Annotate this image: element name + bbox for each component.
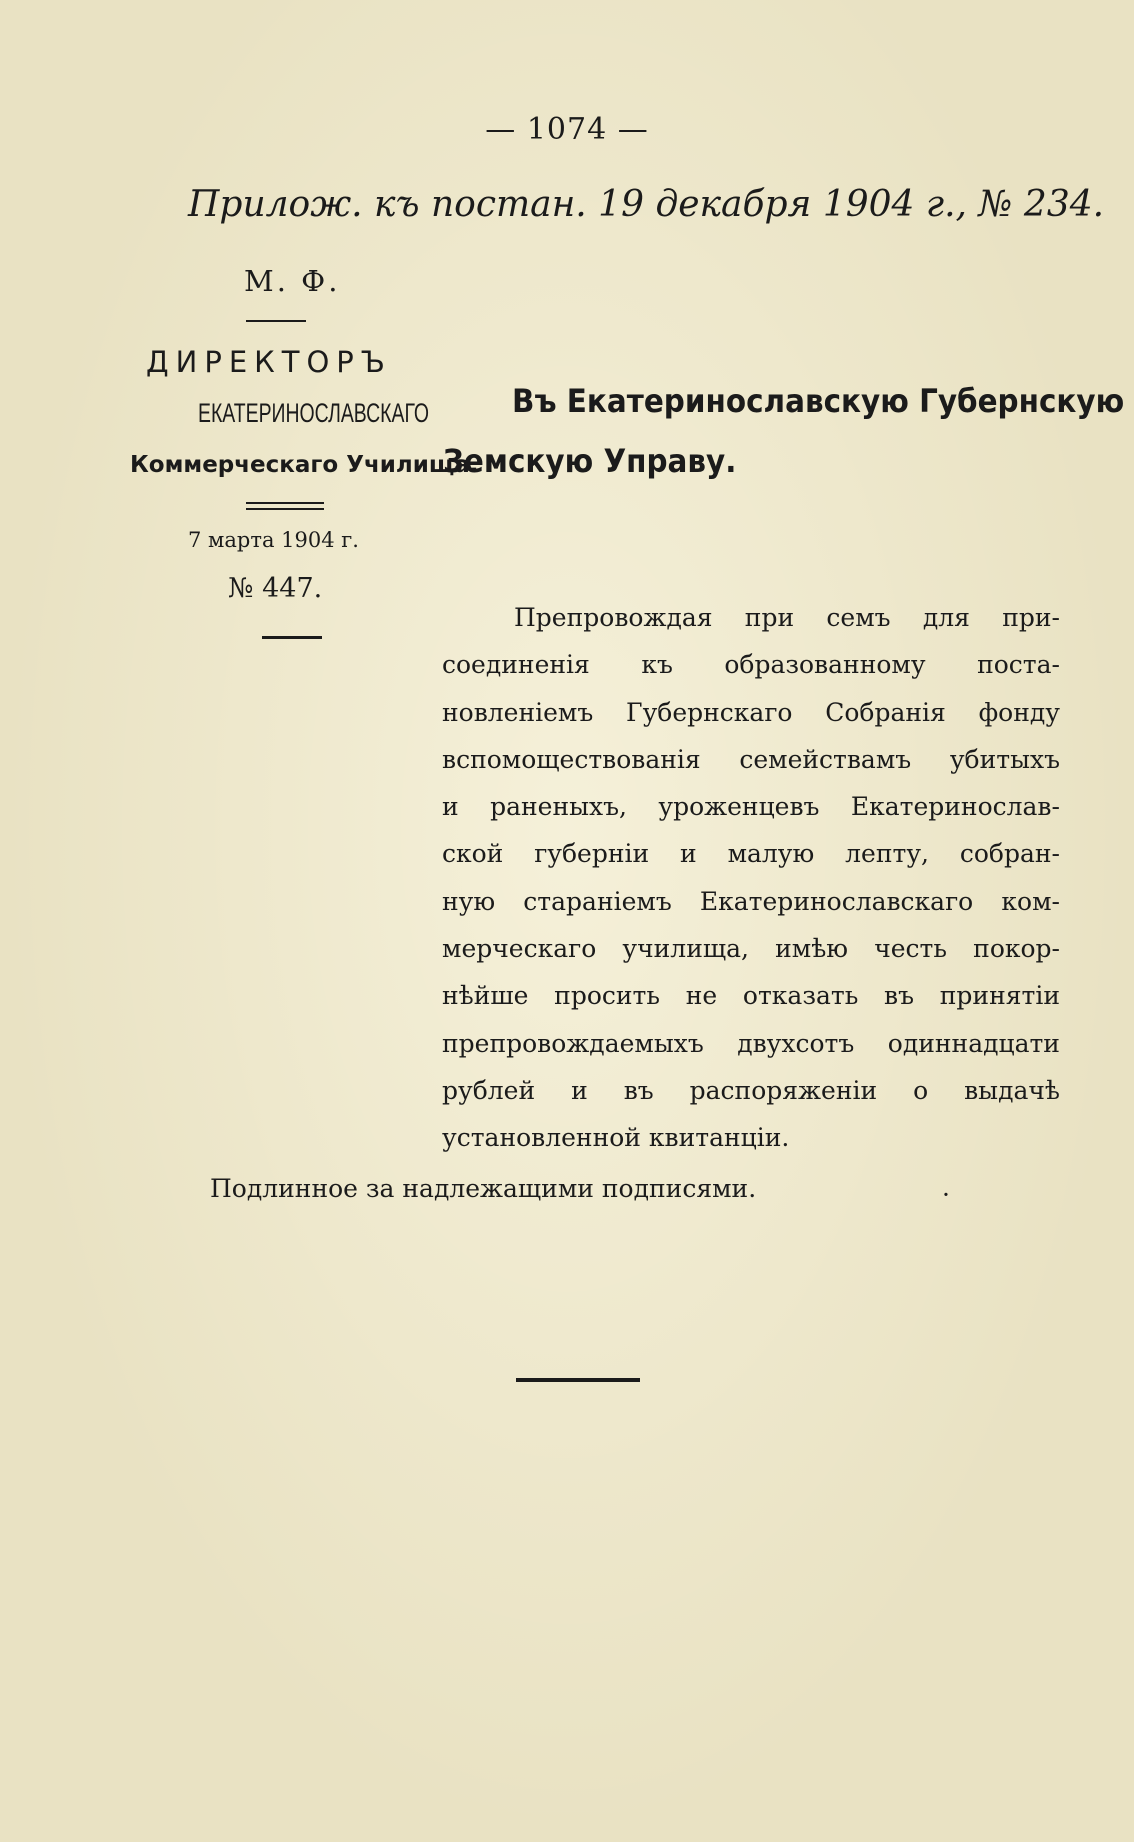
- closing-rule: [516, 1378, 640, 1382]
- sender-divider-top: [246, 502, 324, 504]
- trailing-mark: ·: [942, 1180, 950, 1209]
- body-line: ную стараніемъ Екатеринославскаго ком-: [442, 886, 1060, 916]
- letter-date: 7 марта 1904 г.: [188, 528, 359, 552]
- body-line: установленной квитанціи.: [442, 1123, 790, 1153]
- original-signatures-note: Подлинное за надлежащими подписями.: [210, 1174, 757, 1203]
- recipient-line-2: Земскую Управу.: [443, 442, 737, 480]
- body-line: Препровождая при семъ для при-: [514, 603, 1060, 632]
- number-underline: [262, 636, 322, 639]
- body-line: нѣйше просить не отказать въ принятіи: [442, 981, 1060, 1011]
- body-line: вспомоществованія семействамъ убитыхъ: [442, 744, 1060, 774]
- letter-body: [442, 594, 1060, 1162]
- attachment-reference: Прилож. къ постан. 19 декабря 1904 г., № 234.: [188, 184, 1105, 225]
- body-line: новленіемъ Губернскаго Собранія фонду: [442, 697, 1060, 727]
- sender-initials: М. Ф.: [244, 264, 341, 298]
- body-line: ской губерніи и малую лепту, собран-: [442, 839, 1060, 869]
- body-line: препровождаемыхъ двухсотъ одиннадцати: [442, 1028, 1060, 1058]
- body-line: соединенія къ образованному поста-: [442, 650, 1060, 680]
- body-line: и раненыхъ, уроженцевъ Екатеринослав-: [442, 792, 1060, 822]
- initials-divider: [246, 320, 306, 322]
- recipient-line-1: Въ Екатеринославскую Губернскую: [512, 382, 1125, 420]
- sender-divider-bottom: [246, 508, 324, 510]
- sender-school-type: Коммерческаго Училища.: [130, 452, 479, 478]
- sender-title: ДИРЕКТОРЪ: [146, 345, 392, 379]
- sender-school-name: ЕКАТЕРИНОСЛАВСКАГО: [198, 398, 430, 428]
- body-line: мерческаго училища, имѣю честь покор-: [442, 934, 1060, 964]
- page-number: — 1074 —: [485, 112, 649, 147]
- body-line: рублей и въ распоряженіи о выдачѣ: [442, 1075, 1060, 1105]
- letter-number: № 447.: [228, 573, 323, 604]
